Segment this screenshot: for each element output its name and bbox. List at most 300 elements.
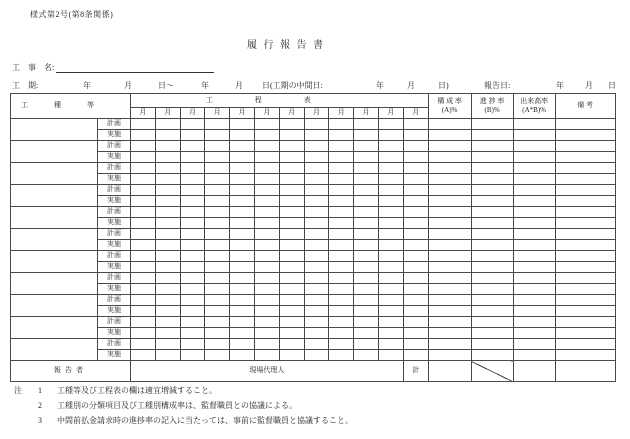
schedule-cell[interactable] [131, 350, 156, 361]
schedule-cell[interactable] [329, 196, 354, 207]
schedule-cell[interactable] [155, 273, 180, 284]
schedule-cell[interactable] [131, 185, 156, 196]
schedule-cell[interactable] [354, 163, 379, 174]
schedule-cell[interactable] [378, 317, 403, 328]
schedule-cell[interactable] [254, 240, 279, 251]
schedule-cell[interactable] [205, 295, 230, 306]
schedule-cell[interactable] [155, 152, 180, 163]
schedule-cell[interactable] [155, 350, 180, 361]
rate-cell[interactable] [428, 196, 471, 207]
schedule-cell[interactable] [155, 163, 180, 174]
rate-cell[interactable] [428, 251, 471, 262]
rate-cell[interactable] [428, 207, 471, 218]
schedule-cell[interactable] [180, 240, 205, 251]
schedule-cell[interactable] [329, 119, 354, 130]
schedule-cell[interactable] [205, 284, 230, 295]
schedule-cell[interactable] [205, 196, 230, 207]
schedule-cell[interactable] [254, 196, 279, 207]
schedule-cell[interactable] [131, 251, 156, 262]
rate-cell[interactable] [428, 130, 471, 141]
schedule-cell[interactable] [403, 207, 428, 218]
schedule-cell[interactable] [354, 240, 379, 251]
schedule-cell[interactable] [354, 229, 379, 240]
schedule-cell[interactable] [131, 240, 156, 251]
rate-cell[interactable] [513, 251, 555, 262]
rate-cell[interactable] [471, 306, 513, 317]
schedule-cell[interactable] [403, 251, 428, 262]
schedule-cell[interactable] [131, 306, 156, 317]
schedule-cell[interactable] [230, 350, 255, 361]
schedule-cell[interactable] [180, 185, 205, 196]
rate-cell[interactable] [471, 273, 513, 284]
schedule-cell[interactable] [180, 119, 205, 130]
schedule-cell[interactable] [155, 174, 180, 185]
rate-cell[interactable] [471, 339, 513, 350]
schedule-cell[interactable] [304, 152, 329, 163]
schedule-cell[interactable] [403, 306, 428, 317]
schedule-cell[interactable] [205, 350, 230, 361]
schedule-cell[interactable] [254, 185, 279, 196]
schedule-cell[interactable] [403, 284, 428, 295]
work-type-cell[interactable] [11, 251, 98, 273]
rate-cell[interactable] [555, 251, 615, 262]
schedule-cell[interactable] [378, 130, 403, 141]
schedule-cell[interactable] [279, 339, 304, 350]
schedule-cell[interactable] [279, 130, 304, 141]
rate-cell[interactable] [513, 185, 555, 196]
rate-cell[interactable] [428, 328, 471, 339]
schedule-cell[interactable] [354, 328, 379, 339]
schedule-cell[interactable] [403, 262, 428, 273]
schedule-cell[interactable] [131, 218, 156, 229]
work-type-cell[interactable] [11, 119, 98, 141]
schedule-cell[interactable] [378, 174, 403, 185]
schedule-cell[interactable] [403, 273, 428, 284]
schedule-cell[interactable] [230, 229, 255, 240]
schedule-cell[interactable] [254, 163, 279, 174]
schedule-cell[interactable] [131, 207, 156, 218]
rate-cell[interactable] [428, 218, 471, 229]
schedule-cell[interactable] [378, 350, 403, 361]
schedule-cell[interactable] [230, 251, 255, 262]
rate-cell[interactable] [555, 196, 615, 207]
schedule-cell[interactable] [205, 251, 230, 262]
rate-cell[interactable] [428, 119, 471, 130]
schedule-cell[interactable] [131, 152, 156, 163]
rate-cell[interactable] [555, 207, 615, 218]
schedule-cell[interactable] [403, 185, 428, 196]
rate-cell[interactable] [471, 141, 513, 152]
rate-cell[interactable] [428, 163, 471, 174]
schedule-cell[interactable] [304, 328, 329, 339]
work-type-cell[interactable] [11, 185, 98, 207]
schedule-cell[interactable] [279, 240, 304, 251]
schedule-cell[interactable] [180, 273, 205, 284]
schedule-cell[interactable] [329, 262, 354, 273]
rate-cell[interactable] [428, 229, 471, 240]
project-name-field[interactable] [56, 64, 214, 73]
rate-cell[interactable] [471, 240, 513, 251]
schedule-cell[interactable] [254, 295, 279, 306]
schedule-cell[interactable] [205, 207, 230, 218]
schedule-cell[interactable] [354, 339, 379, 350]
schedule-cell[interactable] [329, 328, 354, 339]
schedule-cell[interactable] [230, 163, 255, 174]
rate-cell[interactable] [471, 295, 513, 306]
schedule-cell[interactable] [354, 251, 379, 262]
schedule-cell[interactable] [403, 339, 428, 350]
schedule-cell[interactable] [329, 317, 354, 328]
rate-cell[interactable] [471, 163, 513, 174]
schedule-cell[interactable] [354, 119, 379, 130]
schedule-cell[interactable] [254, 350, 279, 361]
schedule-cell[interactable] [230, 174, 255, 185]
rate-cell[interactable] [428, 284, 471, 295]
schedule-cell[interactable] [304, 163, 329, 174]
schedule-cell[interactable] [180, 141, 205, 152]
schedule-cell[interactable] [254, 152, 279, 163]
schedule-cell[interactable] [180, 152, 205, 163]
schedule-cell[interactable] [329, 251, 354, 262]
rate-cell[interactable] [471, 119, 513, 130]
schedule-cell[interactable] [329, 284, 354, 295]
rate-cell[interactable] [513, 328, 555, 339]
schedule-cell[interactable] [230, 196, 255, 207]
schedule-cell[interactable] [205, 119, 230, 130]
total-earned-cell[interactable] [513, 361, 555, 382]
rate-cell[interactable] [428, 141, 471, 152]
schedule-cell[interactable] [304, 229, 329, 240]
schedule-cell[interactable] [403, 317, 428, 328]
rate-cell[interactable] [555, 328, 615, 339]
schedule-cell[interactable] [354, 306, 379, 317]
schedule-cell[interactable] [205, 152, 230, 163]
schedule-cell[interactable] [329, 306, 354, 317]
schedule-cell[interactable] [304, 295, 329, 306]
schedule-cell[interactable] [279, 273, 304, 284]
schedule-cell[interactable] [329, 152, 354, 163]
schedule-cell[interactable] [230, 284, 255, 295]
rate-cell[interactable] [428, 262, 471, 273]
schedule-cell[interactable] [279, 218, 304, 229]
schedule-cell[interactable] [155, 141, 180, 152]
schedule-cell[interactable] [230, 295, 255, 306]
schedule-cell[interactable] [378, 273, 403, 284]
schedule-cell[interactable] [378, 163, 403, 174]
schedule-cell[interactable] [378, 284, 403, 295]
schedule-cell[interactable] [378, 251, 403, 262]
schedule-cell[interactable] [329, 130, 354, 141]
schedule-cell[interactable] [354, 141, 379, 152]
schedule-cell[interactable] [304, 262, 329, 273]
schedule-cell[interactable] [230, 339, 255, 350]
schedule-cell[interactable] [155, 262, 180, 273]
schedule-cell[interactable] [403, 163, 428, 174]
rate-cell[interactable] [555, 141, 615, 152]
schedule-cell[interactable] [254, 251, 279, 262]
rate-cell[interactable] [471, 174, 513, 185]
rate-cell[interactable] [513, 339, 555, 350]
work-type-cell[interactable] [11, 295, 98, 317]
schedule-cell[interactable] [155, 229, 180, 240]
work-type-cell[interactable] [11, 317, 98, 339]
schedule-cell[interactable] [254, 306, 279, 317]
schedule-cell[interactable] [230, 328, 255, 339]
rate-cell[interactable] [471, 130, 513, 141]
schedule-cell[interactable] [279, 185, 304, 196]
schedule-cell[interactable] [180, 251, 205, 262]
schedule-cell[interactable] [180, 295, 205, 306]
rate-cell[interactable] [513, 130, 555, 141]
schedule-cell[interactable] [131, 141, 156, 152]
schedule-cell[interactable] [254, 130, 279, 141]
schedule-cell[interactable] [230, 262, 255, 273]
rate-cell[interactable] [555, 119, 615, 130]
schedule-cell[interactable] [403, 218, 428, 229]
rate-cell[interactable] [471, 328, 513, 339]
schedule-cell[interactable] [180, 174, 205, 185]
schedule-cell[interactable] [403, 152, 428, 163]
rate-cell[interactable] [555, 339, 615, 350]
schedule-cell[interactable] [205, 240, 230, 251]
rate-cell[interactable] [471, 262, 513, 273]
schedule-cell[interactable] [180, 306, 205, 317]
rate-cell[interactable] [513, 262, 555, 273]
rate-cell[interactable] [555, 152, 615, 163]
schedule-cell[interactable] [205, 163, 230, 174]
schedule-cell[interactable] [378, 328, 403, 339]
rate-cell[interactable] [555, 350, 615, 361]
schedule-cell[interactable] [329, 141, 354, 152]
rate-cell[interactable] [513, 152, 555, 163]
schedule-cell[interactable] [354, 152, 379, 163]
rate-cell[interactable] [555, 229, 615, 240]
schedule-cell[interactable] [304, 207, 329, 218]
schedule-cell[interactable] [180, 130, 205, 141]
schedule-cell[interactable] [279, 196, 304, 207]
rate-cell[interactable] [471, 185, 513, 196]
rate-cell[interactable] [513, 119, 555, 130]
schedule-cell[interactable] [205, 174, 230, 185]
schedule-cell[interactable] [155, 240, 180, 251]
schedule-cell[interactable] [304, 218, 329, 229]
schedule-cell[interactable] [180, 328, 205, 339]
schedule-cell[interactable] [131, 284, 156, 295]
rate-cell[interactable] [471, 350, 513, 361]
schedule-cell[interactable] [230, 130, 255, 141]
schedule-cell[interactable] [354, 218, 379, 229]
rate-cell[interactable] [428, 273, 471, 284]
rate-cell[interactable] [555, 306, 615, 317]
schedule-cell[interactable] [304, 273, 329, 284]
rate-cell[interactable] [513, 317, 555, 328]
schedule-cell[interactable] [279, 163, 304, 174]
schedule-cell[interactable] [329, 273, 354, 284]
schedule-cell[interactable] [403, 328, 428, 339]
schedule-cell[interactable] [329, 207, 354, 218]
schedule-cell[interactable] [378, 196, 403, 207]
schedule-cell[interactable] [205, 130, 230, 141]
schedule-cell[interactable] [155, 119, 180, 130]
schedule-cell[interactable] [131, 317, 156, 328]
rate-cell[interactable] [555, 317, 615, 328]
schedule-cell[interactable] [304, 185, 329, 196]
schedule-cell[interactable] [304, 317, 329, 328]
schedule-cell[interactable] [254, 218, 279, 229]
schedule-cell[interactable] [329, 185, 354, 196]
schedule-cell[interactable] [180, 207, 205, 218]
schedule-cell[interactable] [329, 229, 354, 240]
schedule-cell[interactable] [205, 306, 230, 317]
schedule-cell[interactable] [403, 229, 428, 240]
schedule-cell[interactable] [230, 185, 255, 196]
schedule-cell[interactable] [230, 141, 255, 152]
schedule-cell[interactable] [155, 306, 180, 317]
schedule-cell[interactable] [329, 218, 354, 229]
schedule-cell[interactable] [254, 174, 279, 185]
schedule-cell[interactable] [131, 262, 156, 273]
schedule-cell[interactable] [279, 350, 304, 361]
schedule-cell[interactable] [378, 339, 403, 350]
schedule-cell[interactable] [378, 240, 403, 251]
schedule-cell[interactable] [254, 339, 279, 350]
rate-cell[interactable] [513, 240, 555, 251]
rate-cell[interactable] [428, 350, 471, 361]
schedule-cell[interactable] [180, 262, 205, 273]
rate-cell[interactable] [555, 218, 615, 229]
rate-cell[interactable] [471, 251, 513, 262]
schedule-cell[interactable] [131, 328, 156, 339]
schedule-cell[interactable] [254, 273, 279, 284]
rate-cell[interactable] [555, 163, 615, 174]
schedule-cell[interactable] [304, 240, 329, 251]
schedule-cell[interactable] [180, 284, 205, 295]
schedule-cell[interactable] [155, 130, 180, 141]
schedule-cell[interactable] [378, 185, 403, 196]
rate-cell[interactable] [513, 295, 555, 306]
rate-cell[interactable] [513, 163, 555, 174]
schedule-cell[interactable] [304, 174, 329, 185]
schedule-cell[interactable] [205, 317, 230, 328]
rate-cell[interactable] [513, 141, 555, 152]
schedule-cell[interactable] [155, 196, 180, 207]
schedule-cell[interactable] [378, 218, 403, 229]
schedule-cell[interactable] [279, 251, 304, 262]
work-type-cell[interactable] [11, 229, 98, 251]
rate-cell[interactable] [555, 130, 615, 141]
schedule-cell[interactable] [155, 284, 180, 295]
schedule-cell[interactable] [329, 295, 354, 306]
schedule-cell[interactable] [230, 218, 255, 229]
schedule-cell[interactable] [304, 350, 329, 361]
schedule-cell[interactable] [230, 152, 255, 163]
work-type-cell[interactable] [11, 163, 98, 185]
schedule-cell[interactable] [304, 284, 329, 295]
schedule-cell[interactable] [279, 317, 304, 328]
schedule-cell[interactable] [180, 317, 205, 328]
schedule-cell[interactable] [131, 295, 156, 306]
work-type-cell[interactable] [11, 207, 98, 229]
rate-cell[interactable] [428, 240, 471, 251]
schedule-cell[interactable] [378, 207, 403, 218]
schedule-cell[interactable] [279, 284, 304, 295]
schedule-cell[interactable] [131, 229, 156, 240]
schedule-cell[interactable] [279, 306, 304, 317]
schedule-cell[interactable] [304, 251, 329, 262]
schedule-cell[interactable] [254, 141, 279, 152]
rate-cell[interactable] [555, 240, 615, 251]
schedule-cell[interactable] [131, 174, 156, 185]
schedule-cell[interactable] [155, 295, 180, 306]
schedule-cell[interactable] [131, 339, 156, 350]
schedule-cell[interactable] [155, 185, 180, 196]
schedule-cell[interactable] [403, 295, 428, 306]
work-type-cell[interactable] [11, 141, 98, 163]
schedule-cell[interactable] [131, 196, 156, 207]
schedule-cell[interactable] [378, 141, 403, 152]
schedule-cell[interactable] [131, 163, 156, 174]
schedule-cell[interactable] [279, 295, 304, 306]
schedule-cell[interactable] [329, 339, 354, 350]
rate-cell[interactable] [471, 152, 513, 163]
schedule-cell[interactable] [254, 119, 279, 130]
schedule-cell[interactable] [205, 185, 230, 196]
schedule-cell[interactable] [279, 328, 304, 339]
schedule-cell[interactable] [180, 196, 205, 207]
schedule-cell[interactable] [378, 152, 403, 163]
rate-cell[interactable] [471, 317, 513, 328]
schedule-cell[interactable] [279, 141, 304, 152]
schedule-cell[interactable] [279, 262, 304, 273]
schedule-cell[interactable] [354, 350, 379, 361]
schedule-cell[interactable] [403, 130, 428, 141]
schedule-cell[interactable] [403, 119, 428, 130]
schedule-cell[interactable] [155, 317, 180, 328]
schedule-cell[interactable] [304, 130, 329, 141]
schedule-cell[interactable] [131, 119, 156, 130]
schedule-cell[interactable] [205, 229, 230, 240]
rate-cell[interactable] [428, 339, 471, 350]
rate-cell[interactable] [513, 174, 555, 185]
schedule-cell[interactable] [279, 207, 304, 218]
rate-cell[interactable] [513, 284, 555, 295]
rate-cell[interactable] [513, 229, 555, 240]
work-type-cell[interactable] [11, 273, 98, 295]
rate-cell[interactable] [555, 185, 615, 196]
schedule-cell[interactable] [403, 174, 428, 185]
schedule-cell[interactable] [230, 306, 255, 317]
rate-cell[interactable] [471, 218, 513, 229]
schedule-cell[interactable] [304, 196, 329, 207]
schedule-cell[interactable] [354, 262, 379, 273]
rate-cell[interactable] [513, 218, 555, 229]
schedule-cell[interactable] [205, 262, 230, 273]
schedule-cell[interactable] [354, 273, 379, 284]
rate-cell[interactable] [428, 295, 471, 306]
schedule-cell[interactable] [304, 339, 329, 350]
schedule-cell[interactable] [403, 141, 428, 152]
schedule-cell[interactable] [230, 273, 255, 284]
schedule-cell[interactable] [354, 130, 379, 141]
schedule-cell[interactable] [304, 306, 329, 317]
schedule-cell[interactable] [304, 119, 329, 130]
schedule-cell[interactable] [180, 350, 205, 361]
schedule-cell[interactable] [329, 350, 354, 361]
total-composition-cell[interactable] [428, 361, 471, 382]
rate-cell[interactable] [471, 284, 513, 295]
rate-cell[interactable] [513, 196, 555, 207]
schedule-cell[interactable] [155, 339, 180, 350]
